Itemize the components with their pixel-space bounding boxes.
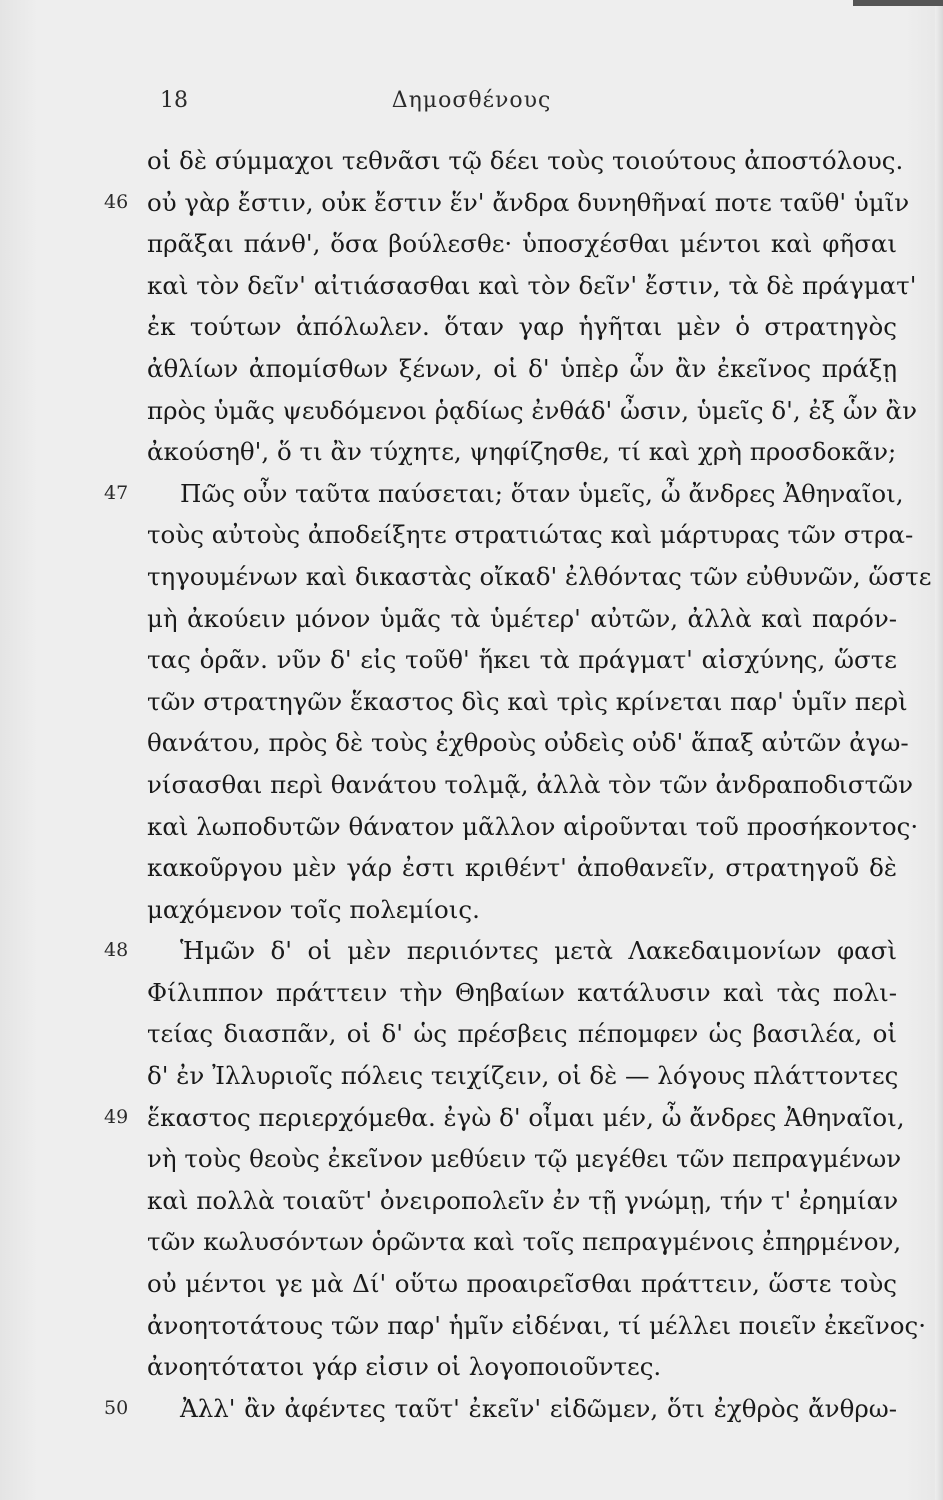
text-line — [0, 1138, 943, 1180]
text-line — [0, 930, 943, 972]
section-number: 50 — [104, 1396, 129, 1419]
line-text: οὐ γὰρ ἔστιν, οὐκ ἔστιν ἕν' ἄνδρα δυνηθῆναί ποτε ταῦθ' ὑμῖν — [147, 187, 910, 217]
line-text: μαχόμενον τοῖς πολεμίοις. — [147, 894, 480, 924]
text-line — [0, 140, 943, 182]
line-text: ἀκούσηθ', ὅ τι ἂν τύχητε, ψηφίζησθε, τί καὶ χρὴ προσδοκᾶν; — [147, 437, 897, 467]
text-line — [0, 1013, 943, 1055]
line-text: Ἀλλ' ἂν ἀφέντες ταῦτ' ἐκεῖν' εἰδῶμεν, ὅτι ἐχθρὸς ἄνθρω- — [180, 1393, 897, 1423]
line-text: τοὺς αὐτοὺς ἀποδείξητε στρατιώτας καὶ μάρτυρας τῶν στρα- — [147, 520, 914, 550]
text-line — [0, 1097, 943, 1139]
text-line — [0, 556, 943, 598]
line-text: μὴ ἀκούειν μόνον ὑμᾶς τὰ ὑμέτερ' αὐτῶν, ἀλλὰ καὶ παρόν- — [147, 603, 897, 633]
text-line — [0, 1346, 943, 1388]
text-line — [0, 473, 943, 515]
line-text: οἱ δὲ σύμμαχοι τεθνᾶσι τῷ δέει τοὺς τοιούτους ἀποστόλους. — [147, 146, 904, 175]
line-text: δ' ἐν Ἰλλυριοῖς πόλεις τειχίζειν, οἱ δὲ — λόγους πλάττοντες — [147, 1061, 899, 1091]
line-text: Ἡμῶν δ' οἱ μὲν περιιόντες μετὰ Λακεδαιμονίων φασὶ — [180, 936, 897, 966]
text-line — [0, 1055, 943, 1097]
text-line — [0, 223, 943, 265]
section-number: 46 — [104, 190, 129, 213]
text-line — [0, 265, 943, 307]
line-text: τῶν κωλυσόντων ὁρῶντα καὶ τοῖς πεπραγμένοις ἐπηρμένον, — [147, 1227, 902, 1257]
line-text: νὴ τοὺς θεοὺς ἐκεῖνον μεθύειν τῷ μεγέθει τῶν πεπραγμένων — [147, 1144, 902, 1174]
text-line — [0, 431, 943, 473]
text-line — [0, 681, 943, 723]
running-head — [0, 88, 943, 118]
line-text: ἀνοητοτάτους τῶν παρ' ἡμῖν εἰδέναι, τί μέλλει ποιεῖν ἐκεῖνος· — [147, 1310, 927, 1340]
line-text: καὶ πολλὰ τοιαῦτ' ὀνειροπολεῖν ἐν τῇ γνώμῃ, τήν τ' ἐρημίαν — [147, 1185, 899, 1215]
text-line — [0, 639, 943, 681]
text-line — [0, 1305, 943, 1347]
text-line — [0, 722, 943, 764]
line-text: τείας διασπᾶν, οἱ δ' ὡς πρέσβεις πέπομφεν ὡς βασιλέα, οἱ — [147, 1019, 897, 1049]
line-text: Φίλιππον πράττειν τὴν Θηβαίων κατάλυσιν καὶ τὰς πολι- — [147, 977, 897, 1007]
text-block — [0, 140, 943, 1429]
text-line — [0, 1221, 943, 1263]
scan-edge — [935, 0, 943, 1500]
line-text: καὶ λωποδυτῶν θάνατον μᾶλλον αἱροῦνται τοῦ προσήκοντος· — [147, 811, 919, 841]
section-number: 49 — [104, 1105, 129, 1128]
text-line — [0, 182, 943, 224]
page-number: 18 — [160, 88, 188, 113]
line-text: πρὸς ὑμᾶς ψευδόμενοι ῥᾳδίως ἐνθάδ' ὦσιν, ὑμεῖς δ', ἐξ ὧν ἂν — [147, 395, 917, 425]
text-line — [0, 598, 943, 640]
line-text: θανάτου, πρὸς δὲ τοὺς ἐχθροὺς οὐδεὶς οὐδ' ἅπαξ αὐτῶν ἀγω- — [147, 728, 909, 758]
text-line — [0, 1180, 943, 1222]
text-line — [0, 889, 943, 931]
line-text: τῶν στρατηγῶν ἕκαστος δὶς καὶ τρὶς κρίνεται παρ' ὑμῖν περὶ — [147, 686, 908, 716]
line-text: τας ὁρᾶν. νῦν δ' εἰς τοῦθ' ἥκει τὰ πράγματ' αἰσχύνης, ὥστε — [147, 645, 897, 675]
text-line — [0, 972, 943, 1014]
text-line — [0, 348, 943, 390]
line-text: κακοῦργου μὲν γάρ ἐστι κριθέντ' ἀποθανεῖν, στρατηγοῦ δὲ — [147, 853, 897, 883]
line-text: ἀθλίων ἀπομίσθων ξένων, οἱ δ' ὑπὲρ ὧν ἂν ἐκεῖνος πράξῃ — [147, 353, 897, 383]
line-text: πρᾶξαι πάνθ', ὅσα βούλεσθε· ὑποσχέσθαι μέντοι καὶ φῆσαι — [147, 229, 897, 259]
text-line — [0, 1388, 943, 1430]
text-line — [0, 390, 943, 432]
line-text: καὶ τὸν δεῖν' αἰτιάσασθαι καὶ τὸν δεῖν' ἔστιν, τὰ δὲ πράγματ' — [147, 270, 917, 300]
text-line — [0, 306, 943, 348]
text-line — [0, 764, 943, 806]
line-text: νίσασθαι περὶ θανάτου τολμᾷ, ἀλλὰ τὸν τῶν ἀνδραποδιστῶν — [147, 769, 913, 799]
section-number: 48 — [104, 939, 129, 962]
line-text: ἕκαστος περιερχόμεθα. ἐγὼ δ' οἶμαι μέν, ὦ ἄνδρες Ἀθηναῖοι, — [147, 1102, 905, 1132]
corner-mark — [853, 0, 943, 6]
line-text: οὐ μέντοι γε μὰ Δί' οὕτω προαιρεῖσθαι πράττειν, ὥστε τοὺς — [147, 1269, 897, 1299]
book-title: Δημοσθένους — [391, 88, 552, 113]
line-text: ἀνοητότατοι γάρ εἰσιν οἱ λογοποιοῦντες. — [147, 1352, 662, 1382]
text-line — [0, 1263, 943, 1305]
line-text: τηγουμένων καὶ δικαστὰς οἴκαδ' ἐλθόντας τῶν εὐθυνῶν, ὥστε — [147, 561, 932, 591]
text-line — [0, 514, 943, 556]
text-line — [0, 806, 943, 848]
line-text: Πῶς οὖν ταῦτα παύσεται; ὅταν ὑμεῖς, ὦ ἄνδρες Ἀθηναῖοι, — [180, 478, 904, 508]
text-line — [0, 847, 943, 889]
section-number: 47 — [104, 481, 129, 504]
line-text: ἐκ τούτων ἀπόλωλεν. ὅταν γαρ ἡγῆται μὲν ὁ στρατηγὸς — [147, 312, 897, 342]
